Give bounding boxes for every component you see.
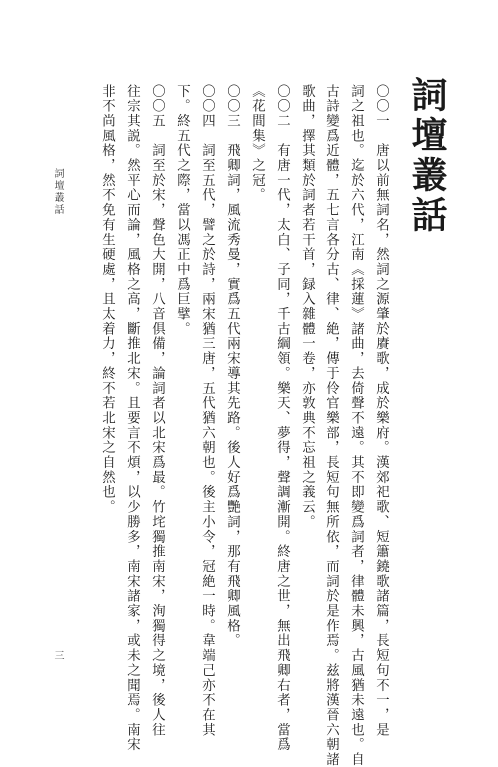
running-head: 詞壇叢話 [52, 168, 63, 216]
text-column-6: 《花間集》之冠。 [249, 84, 265, 203]
text-column-7: 〇〇三 飛卿詞，風流秀曼，實爲五代兩宋導其先路。後人好爲艷詞，那有飛卿風格。 [224, 84, 240, 649]
text-column-4: 歌曲，擇其類於詞者若干首，録入雜體一卷，亦敦典不忘祖之義云。 [299, 84, 315, 530]
text-column-8: 〇〇四 詞至五代，譬之於詩，兩宋猶三唐，五代猶六朝也。後主小令，冠絶一時。韋端己亦不在其 [199, 84, 215, 738]
text-column-2: 詞之祖也。迄於六代，江南《採蓮》諸曲，去倚聲不遠。其不即變爲詞者，律體未興，古風猶未遠也。自 [348, 84, 364, 767]
text-column-12: 非不尚風格，然不免有生硬處，且太着力，終不若北宋之自然也。 [99, 84, 115, 515]
text-column-3: 古詩變爲近體，五七言各分古、律、絶，傳于伶官樂部，長短句無所依，而詞於是作焉。兹將漢晉六朝諸 [323, 84, 339, 767]
text-column-1: 〇〇一 唐以前無詞名，然詞之源肇於賡歌，成於樂府。漢郊祀歌、短簫鐃歌諸篇，長短句不一，是 [373, 84, 389, 738]
book-title: 詞壇叢話 [406, 76, 448, 236]
text-column-11: 往宗其説。然平心而論，風格之高，斷推北宋。且要言不煩，以少勝多，南宋諸家，或未之聞焉。南宋 [124, 84, 140, 753]
page-number: 三 [52, 650, 63, 660]
text-column-10: 〇〇五 詞至於宋，聲色大開，八音俱備，論詞者以北宋爲最。竹垞獨推南宋，洵獨得之境，後人往 [149, 84, 165, 738]
text-column-9: 下。終五代之際，當以馮正中爲巨擘。 [174, 84, 190, 337]
text-column-5: 〇〇二 有唐一代，太白、子同，千古綱領。樂天、夢得，聲調漸開。終唐之世，無出飛卿右者，當爲 [274, 84, 290, 753]
